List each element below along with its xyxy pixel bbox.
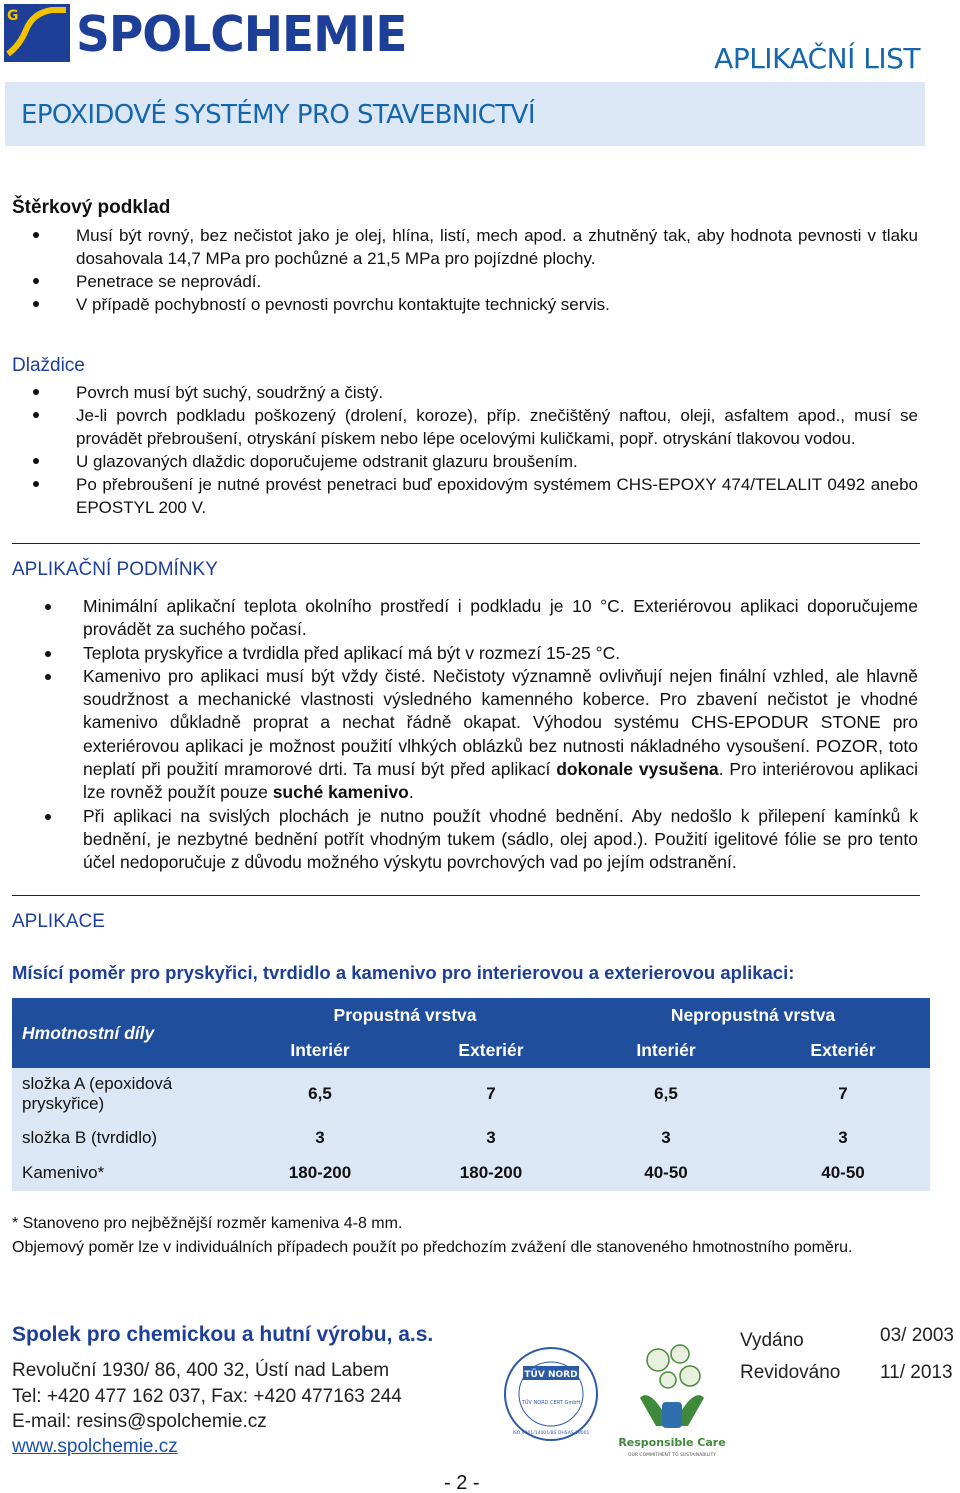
table-cell: 3 bbox=[234, 1120, 406, 1155]
table-cell: 40-50 bbox=[576, 1155, 756, 1191]
table-cell: Kamenivo* bbox=[12, 1155, 234, 1191]
bullet-icon bbox=[45, 604, 51, 610]
table-cell: 40-50 bbox=[756, 1155, 930, 1191]
table-cell: 3 bbox=[576, 1120, 756, 1155]
list-item: U glazovaných dlaždic doporučujeme odstranit glazuru broušením. bbox=[0, 450, 930, 473]
divider bbox=[12, 895, 920, 896]
bullet-icon bbox=[33, 481, 39, 487]
table-group-header: Nepropustná vrstva bbox=[576, 998, 930, 1032]
table-footnote: * Stanoveno pro nejběžnější rozměr kameniva 4-8 mm. bbox=[12, 1215, 403, 1232]
tuv-ring-label: ISO 9001/14001/BS OHSAS 18001 bbox=[512, 1431, 590, 1436]
table-cell: 180-200 bbox=[406, 1155, 576, 1191]
bullet-icon bbox=[45, 651, 51, 657]
title-band bbox=[5, 82, 925, 146]
table-cell: 180-200 bbox=[234, 1155, 406, 1191]
table-subheader: Exteriér bbox=[756, 1032, 930, 1068]
table-subheader: Exteriér bbox=[406, 1032, 576, 1068]
conditions-list bbox=[0, 595, 930, 875]
table-cell: 7 bbox=[756, 1068, 930, 1120]
revised-label: Revidováno bbox=[740, 1362, 841, 1383]
table-row bbox=[12, 1155, 930, 1191]
footer-company: Spolek pro chemickou a hutní výrobu, a.s. bbox=[12, 1323, 434, 1346]
list-item: Minimální aplikační teplota okolního prostředí i podkladu je 10 °C. Exteriérovou aplikaci doporučujeme provádět za suchého počasí. bbox=[0, 595, 930, 642]
mix-ratio-table bbox=[12, 998, 930, 1191]
bullet-icon bbox=[33, 458, 39, 464]
list-item: Po přebroušení je nutné provést penetraci buď epoxidovým systémem CHS-EPOXY 474/TELALIT 0492 anebo EPOSTYL 200 V. bbox=[0, 473, 930, 519]
issued-label: Vydáno bbox=[740, 1330, 804, 1351]
gravel-list bbox=[0, 224, 930, 316]
list-item: V případě pochybností o pevnosti povrchu kontaktujte technický servis. bbox=[0, 293, 930, 316]
issued-value: 03/ 2003 bbox=[880, 1325, 954, 1346]
bullet-icon bbox=[33, 232, 39, 238]
table-cell: 3 bbox=[756, 1120, 930, 1155]
bullet-icon bbox=[33, 301, 39, 307]
list-item: Musí být rovný, bez nečistot jako je olej, hlína, listí, mech apod. a zhutněný tak, aby hodnota pevnosti v tlaku dosahovala 14,7 MPa pro pochůzné a 21,5 MPa pro pojízdné plochy. bbox=[0, 224, 930, 270]
tuv-certification-logo bbox=[503, 1346, 599, 1442]
tuv-label: TÜV NORD bbox=[524, 1370, 578, 1380]
page-number: - 2 - bbox=[444, 1472, 480, 1493]
section-heading-application: APLIKACE bbox=[12, 911, 105, 932]
tiles-list bbox=[0, 381, 930, 519]
table-group-header: Propustná vrstva bbox=[234, 998, 576, 1032]
rc-label: Responsible Care bbox=[618, 1436, 726, 1449]
table-subheader: Interiér bbox=[234, 1032, 406, 1068]
table-cell: složka B (tvrdidlo) bbox=[12, 1120, 234, 1155]
bullet-icon bbox=[33, 412, 39, 418]
brand-name: SPOLCHEMIE bbox=[76, 6, 407, 64]
list-item: Kamenivo pro aplikaci musí být vždy čisté. Nečistoty významně ovlivňují nejen finální vzhled, ale hlavně soudržnost a mechanické vlastnosti výsledného kamenného koberce. Pro zbavení nečistot je vhodné kamenivo důkladně proprat a nechat řádně okapat. Výhodou systému CHS-EPODUR STONE pro exteriérovou aplikaci je možnost použití vlhkých oblázků bez nutnosti nákladného vysoušení. POZOR, toto neplatí při použití mramorové drti. Ta musí být před aplikací dokonale vysušena. Pro interiérovou aplikaci lze rovněž použít pouze suché kamenivo. bbox=[0, 665, 930, 805]
footer-address: Revoluční 1930/ 86, 400 32, Ústí nad Labem bbox=[12, 1360, 390, 1381]
bullet-icon bbox=[45, 814, 51, 820]
table-cell: složka A (epoxidová pryskyřice) bbox=[12, 1068, 234, 1120]
document-type: APLIKAČNÍ LIST bbox=[714, 42, 920, 75]
table-row bbox=[12, 1068, 930, 1120]
section-heading-conditions: APLIKAČNÍ PODMÍNKY bbox=[12, 559, 218, 580]
revised-value: 11/ 2013 bbox=[880, 1362, 953, 1383]
bullet-icon bbox=[45, 674, 51, 680]
table-cell: 6,5 bbox=[576, 1068, 756, 1120]
mix-ratio-heading: Mísící poměr pro pryskyřici, tvrdidlo a kamenivo pro interierovou a exterierovou aplikaci: bbox=[12, 962, 795, 983]
table-cell: 3 bbox=[406, 1120, 576, 1155]
svg-text:G: G bbox=[7, 8, 19, 24]
list-item: Povrch musí být suchý, soudržný a čistý. bbox=[0, 381, 930, 404]
table-row bbox=[12, 1120, 930, 1155]
responsible-care-logo bbox=[616, 1340, 728, 1462]
bullet-icon bbox=[33, 278, 39, 284]
website-link[interactable]: www.spolchemie.cz bbox=[12, 1436, 178, 1457]
section-heading-tiles: Dlaždice bbox=[12, 355, 85, 376]
tuv-sublabel: TÜV NORD CERT GmbH bbox=[521, 1400, 581, 1406]
table-footnote: Objemový poměr lze v individuálních případech použít po předchozím zvážení dle stanoveného hmotnostního poměru. bbox=[12, 1239, 853, 1256]
logo-mark-icon bbox=[4, 4, 70, 62]
footer-website bbox=[12, 1436, 178, 1458]
divider bbox=[12, 543, 920, 544]
footer-phone: Tel: +420 477 162 037, Fax: +420 477163 244 bbox=[12, 1386, 402, 1407]
section-heading-gravel: Štěrkový podklad bbox=[12, 197, 171, 218]
page-title: EPOXIDOVÉ SYSTÉMY PRO STAVEBNICTVÍ bbox=[21, 100, 535, 130]
table-corner-header: Hmotnostní díly bbox=[12, 998, 234, 1068]
footer-email: E-mail: resins@spolchemie.cz bbox=[12, 1411, 267, 1432]
company-logo bbox=[4, 4, 416, 62]
rc-sublabel: OUR COMMITMENT TO SUSTAINABILITY bbox=[628, 1453, 716, 1458]
table-subheader: Interiér bbox=[576, 1032, 756, 1068]
bullet-icon bbox=[33, 389, 39, 395]
list-item: Penetrace se neprovádí. bbox=[0, 270, 930, 293]
table-cell: 6,5 bbox=[234, 1068, 406, 1120]
list-item: Teplota pryskyřice a tvrdidla před aplikací má být v rozmezí 15-25 °C. bbox=[0, 642, 930, 665]
table-cell: 7 bbox=[406, 1068, 576, 1120]
list-item: Je-li povrch podkladu poškozený (drolení, koroze), příp. znečištěný naftou, oleji, asfaltem apod., musí se provádět přebroušení, otryskání pískem nebo lépe ocelovými kuličkami, popř. otryskání tlakovou vodou. bbox=[0, 404, 930, 450]
list-item: Při aplikaci na svislých plochách je nutno použít vhodné bednění. Aby nedošlo k přilepení kamínků k bednění, je nezbytné bednění potřít vhodným tukem (sádlo, olej apod.). Použití igelitové fólie se pro tento účel nedoporučuje z důvodu možného výskytu povrchových vad po jejím odstranění. bbox=[0, 805, 930, 875]
